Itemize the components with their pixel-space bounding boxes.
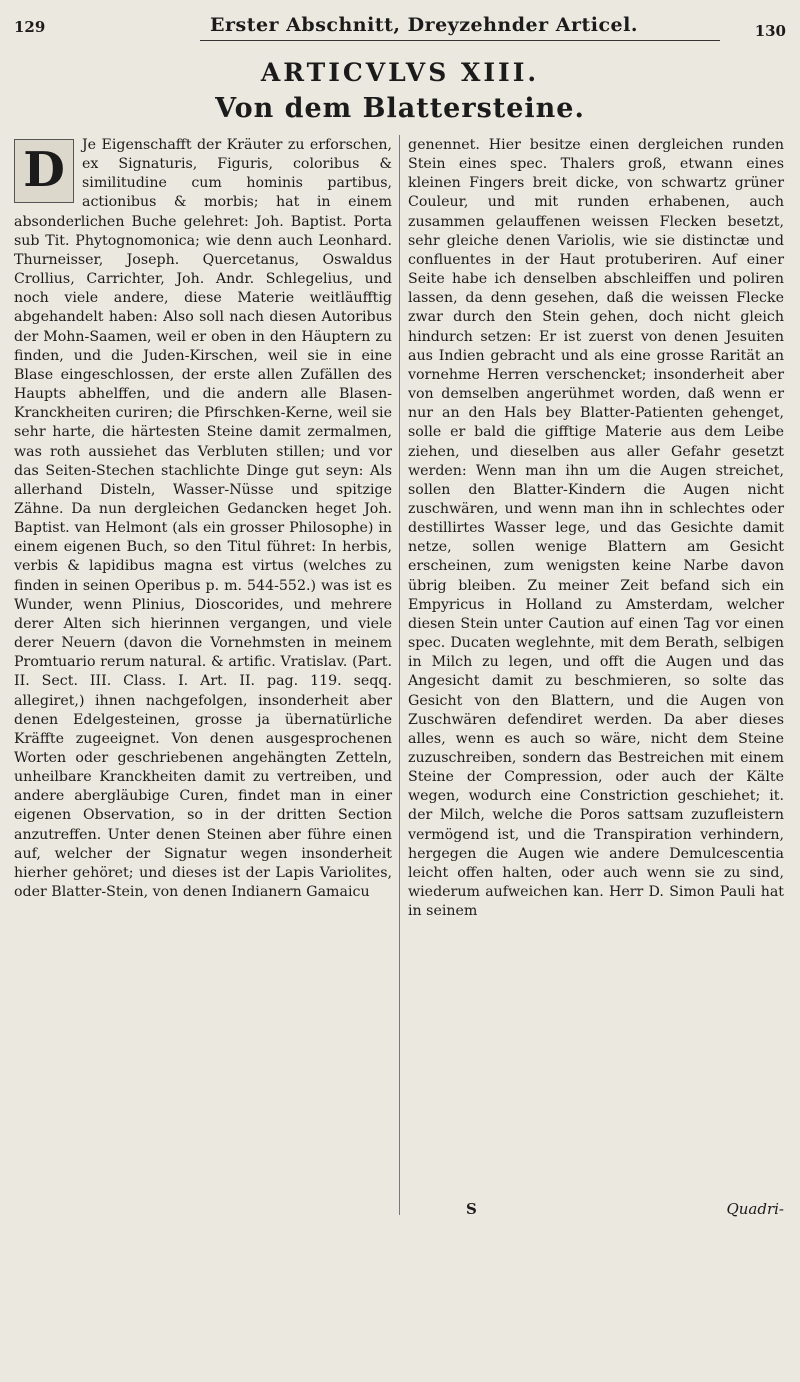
page-footer (410, 1200, 784, 1222)
running-title: Erster Abschnitt, Dreyzehnder Articel. (210, 14, 638, 36)
article-heading: ARTICVLVS XIII. (260, 58, 540, 87)
drop-cap: D (14, 139, 74, 203)
page-number-left: 129 (14, 18, 46, 36)
header-rule (200, 40, 720, 41)
catchword: Quadri- (726, 1200, 784, 1218)
running-header (0, 8, 800, 42)
article-subheading: Von dem Blattersteine. (215, 93, 585, 124)
right-column-text: genennet. Hier besitze einen dergleichen runden Stein eines spec. Thalers groß, etwann eines kleinen Fingers breit dicke, von schwartz grüner Couleur, und mit runden erhabenen, auch zusammen gelauffenen weissen Flecken besetzt, sehr gleiche denen Variolis, wie sie distinctæ und confluentes in der Haut protuberiren. Auf einer Seite habe ich denselben abschleiffen und poliren lassen, da denn gesehen, daß die weissen Flecke zwar durch den Stein gehen, doch nicht gleich hindurch setzen: Er ist zuerst von denen Jesuiten aus Indien gebracht und als eine grosse Rarität an vornehme Herren verschencket; insonderheit aber von demselben angerühmet worden, daß wenn er nur an den Hals bey Blatter-Patienten gehenget, solle er bald die gifftige Materie aus dem Leibe ziehen, und dieselben aus aller Gefahr gesetzt werden: Wenn man ihn um die Augen streichet, sollen den Blatter-Kindern die Augen nicht zuschwären, und wenn man ihn in schlechtes oder destillirtes Wasser lege, und das Gesichte damit netze, sollen wenige Blattern am Gesicht erscheinen, zum wenigsten keine Narbe davon übrig bleiben. Zu meiner Zeit befand sich ein Empyricus in Holland zu Amsterdam, welcher diesen Stein unter Caution auf einen Tag vor einen spec. Ducaten weglehnte, mit dem Berath, selbigen in Milch zu legen, und offt die Augen und das Angesicht damit zu beschmieren, so solte das Gesicht von den Blattern, und die Augen von Zuschwären defendiret werden. Da aber dieses alles, wenn es auch so wäre, nicht dem Steine zuzuschreiben, sondern das Bestreichen mit einem Steine der Compression, oder auch der Kälte wegen, wodurch eine Constriction geschiehet; it. der Milch, welche die Poros sattsam zuzufleistern vermögend ist, und die Transpiration verhindern, hergegen die Augen wie andere Demulcescentia leicht offen halten, oder auch wenn sie zu sind, wiederum aufweichen kan. Herr D. Simon Pauli hat in seinem (408, 137, 784, 920)
text-column-right (408, 136, 784, 921)
signature-mark: S (466, 1200, 477, 1218)
left-column-text: Je Eigenschafft der Kräuter zu erforschen, ex Signaturis, Figuris, coloribus & similitudine cum hominis partibus, actionibus & morbis; hat in einem absonderlichen Buche gelehret: Joh. Baptist. Porta sub Tit. Phytognomonica; wie denn auch Leonhard. Thurneisser, Joseph. Quercetanus, Oswaldus Crollius, Carrichter, Joh. Andr. Schlegelius, und noch viele andere, diese Materie weitläufftig abgehandelt haben: Also soll nach diesen Autoribus der Mohn-Saamen, weil er oben in den Häuptern zu finden, und die Juden-Kirschen, weil sie in eine Blase eingeschlossen, der erste allen Zufällen des Haupts abhelffen, und die andern alle Blasen-Kranckheiten curiren; die Pfirschken-Kerne, weil sie sehr harte, die härtesten Steine damit zermalmen, was roth aussiehet das Verbluten stillen; und vor das Seiten-Stechen stachlichte Dinge gut seyn: Als allerhand Disteln, Wasser-Nüsse und spitzige Zähne. Da nun dergleichen Gedancken heget Joh. Baptist. van Helmont (als ein grosser Philosophe) in einem eigenen Buch, so den Titul führet: In herbis, verbis & lapidibus magna est virtus (welches zu finden in seinen Operibus p. m. 544-552.) was ist es Wunder, wenn Plinius, Dioscorides, und mehrere derer Alten sich hierinnen vergangen, und viele derer Neuern (davon die Vornehmsten in meinem Promtuario rerum natural. & artific. Vratislav. (Part. II. Sect. III. Class. I. Art. II. pag. 119. seqq. allegiret,) ihnen nachgefolgen, insonderheit aber denen Edelgesteinen, grosse ja übernatürliche Kräffte zugeeignet. Von denen ausgesprochenen Worten oder geschriebenen angehängten Zetteln, unheilbare Kranckheiten damit zu vertreiben, und andere abergläubige Curen, findet man in einer eigenen Observation, so in der dritten Section anzutreffen. Unter denen Steinen aber führe einen auf, welcher der Signatur wegen insonderheit hierher gehöret; und dieses ist der Lapis Variolites, oder Blatter-Stein, von denen Indianern Gamaicu (14, 137, 392, 901)
page-number-right: 130 (754, 22, 786, 40)
text-column-left (14, 136, 392, 902)
column-divider (399, 135, 400, 1215)
